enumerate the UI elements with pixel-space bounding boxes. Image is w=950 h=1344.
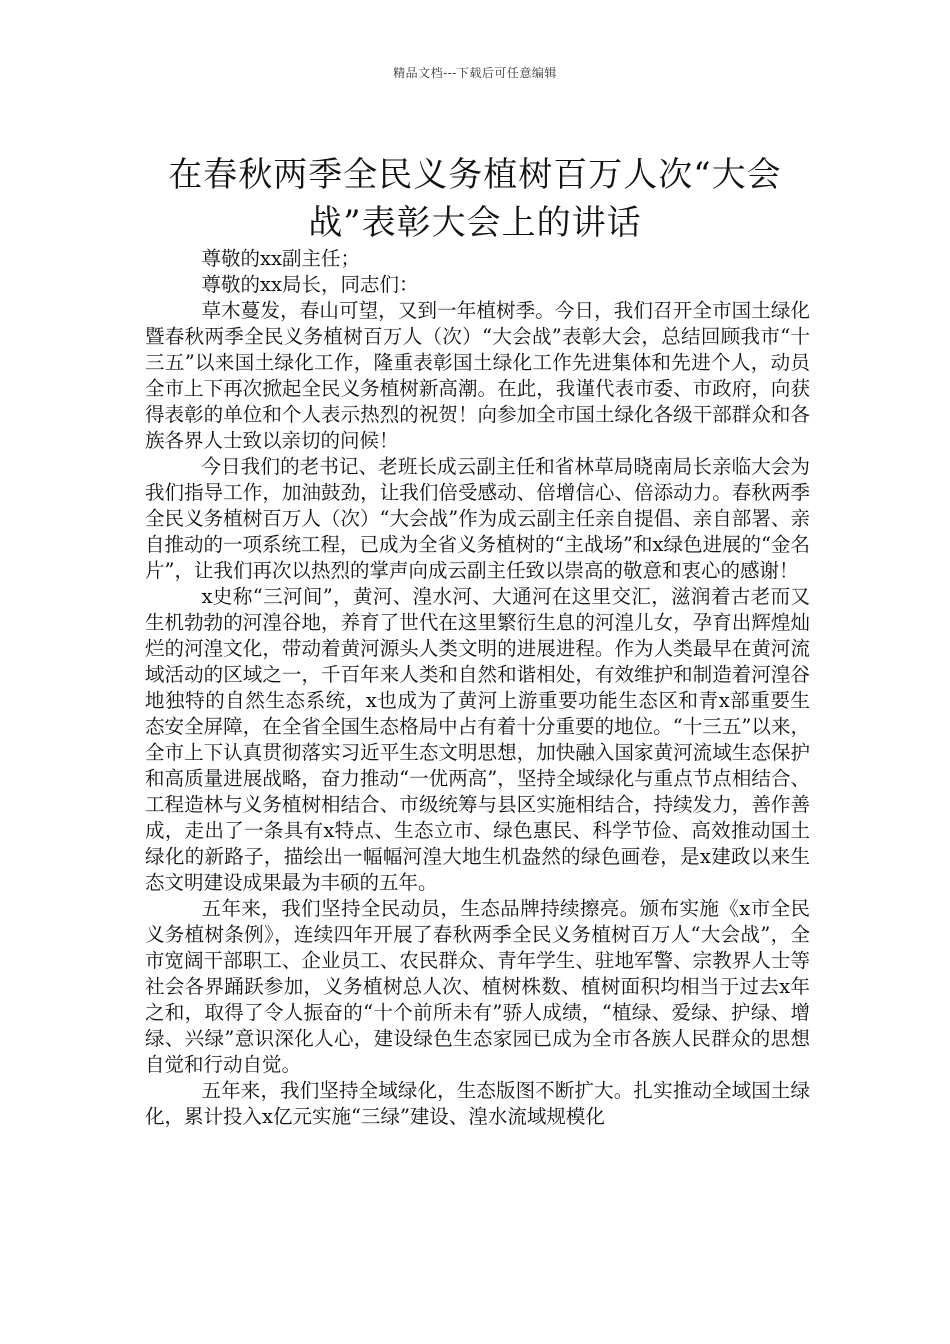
salutation-line: 尊敬的xx局长，同志们： <box>201 273 419 296</box>
speech-paragraph: 今日我们的老书记、老班长成云副主任和省林草局晓南局长亲临大会为我们指导工作，加油鼓劲，让我们倍受感动、倍增信心、倍添动力。春秋两季全民义务植树百万人（次）“大会战”作为成云副主任亲自提倡、亲自部署、亲自推动的一项系统工程，已成为全省义务植树的“主战场”和x绿色进展的“金名片”，让我们再次以热烈的掌声向成云副主任致以崇高的敬意和衷心的感谢！ <box>145 455 810 582</box>
speech-paragraph: 草木蔓发，春山可望，又到一年植树季。今日，我们召开全市国土绿化暨春秋两季全民义务植树百万人（次）“大会战”表彰大会，总结回顾我市“十三五”以来国土绿化工作，隆重表彰国土绿化工作先进集体和先进个人，动员全市上下再次掀起全民义务植树新高潮。在此，我谨代表市委、市政府，向获得表彰的单位和个人表示热烈的祝贺！向参加全市国土绿化各级干部群众和各族各界人士致以亲切的问候！ <box>145 299 810 452</box>
document-title: 在春秋两季全民义务植树百万人次“大会战”表彰大会上的讲话 <box>168 154 782 243</box>
speech-paragraph: x史称“三河间”，黄河、湟水河、大通河在这里交汇，滋润着古老而又生机勃勃的河湟谷地，养育了世代在这里繁衍生息的河湟儿女，孕育出辉煌灿烂的河湟文化，带动着黄河源头人类文明的进展进程。作为人类最早在黄河流域活动的区域之一，千百年来人类和自然和谐相处，有效维护和制造着河湟谷地独特的自然生态系统，x也成为了黄河上游重要功能生态区和青x部重要生态安全屏障，在全省全国生态格局中占有着十分重要的地位。“十三五”以来，全市上下认真贯彻落实习近平生态文明思想，加快融入国家黄河流域生态保护和高质量进展战略，奋力推动“一优两高”，坚持全域绿化与重点节点相结合、工程造林与义务植树相结合、市级统筹与县区实施相结合，持续发力，善作善成，走出了一条具有x特点、生态立市、绿色惠民、科学节俭、高效推动国土绿化的新路子，描绘出一幅幅河湟大地生机盎然的绿色画卷，是x建政以来生态文明建设成果最为丰硕的五年。 <box>145 585 810 894</box>
salutation-line: 尊敬的xx副主任； <box>201 247 361 270</box>
speech-paragraph: 五年来，我们坚持全域绿化，生态版图不断扩大。扎实推动全域国土绿化，累计投入x亿元实施“三绿”建设、湟水流域规模化 <box>145 1079 810 1128</box>
speech-paragraph: 五年来，我们坚持全民动员，生态品牌持续擦亮。颁布实施《x市全民义务植树条例》，连续四年开展了春秋两季全民义务植树百万人“大会战”，全市宽阔干部职工、企业员工、农民群众、青年学生、驻地军警、宗教界人士等社会各界踊跃参加，义务植树总人次、植树株数、植树面积均相当于过去x年之和，取得了令人振奋的“十个前所未有”骄人成绩，“植绿、爱绿、护绿、增绿、兴绿”意识深化人心，建设绿色生态家园已成为全市各族人民群众的思想自觉和行动自觉。 <box>145 897 810 1076</box>
document-header-note: 精品文档---下载后可任意编辑 <box>393 66 557 80</box>
speech-body <box>145 246 810 1130</box>
